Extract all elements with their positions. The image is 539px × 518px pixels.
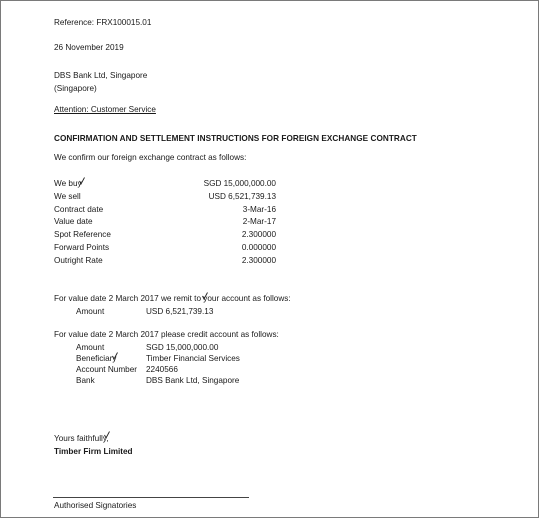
- credit-label-amount: Amount: [76, 343, 105, 352]
- closing-text: Yours faithfully,: [54, 434, 109, 443]
- signature-line: [53, 497, 249, 498]
- remit-text: For value date 2 March 2017 we remit to your account as follows:: [54, 294, 291, 303]
- contract-value-sell: USD 6,521,739.13: [208, 192, 276, 201]
- credit-label-account-number: Account Number: [76, 365, 137, 374]
- contract-value-outright: 2.300000: [241, 256, 276, 265]
- credit-label-beneficiary: Beneficiary: [76, 354, 117, 363]
- document-heading: CONFIRMATION AND SETTLEMENT INSTRUCTIONS FOR FOREIGN EXCHANGE CONTRACT: [54, 134, 417, 143]
- remit-amount-label: Amount: [76, 307, 105, 316]
- tick-mark-icon: [79, 177, 85, 185]
- contract-label-contract-date: Contract date: [54, 205, 104, 214]
- contract-label-forward-points: Forward Points: [54, 243, 110, 252]
- intro-text: We confirm our foreign exchange contract as follows:: [54, 153, 247, 162]
- company-name: Timber Firm Limited: [54, 447, 133, 456]
- contract-label-value-date: Value date: [54, 217, 93, 226]
- credit-value-beneficiary: Timber Financial Services: [146, 354, 240, 363]
- credit-value-bank: DBS Bank Ltd, Singapore: [146, 376, 240, 385]
- tick-mark-icon: [112, 352, 118, 360]
- contract-value-contract-date: 3-Mar-16: [242, 205, 276, 214]
- credit-text: For value date 2 March 2017 please credit account as follows:: [54, 330, 279, 339]
- credit-value-amount: SGD 15,000,000.00: [146, 343, 219, 352]
- contract-label-sell: We sell: [54, 192, 81, 201]
- contract-value-spot: 2.300000: [241, 230, 276, 239]
- contract-label-spot: Spot Reference: [54, 230, 111, 239]
- contract-value-forward-points: 0.000000: [241, 243, 276, 252]
- authorised-signatories: Authorised Signatories: [54, 501, 137, 510]
- contract-value-value-date: 2-Mar-17: [242, 217, 276, 226]
- bank-country: (Singapore): [54, 84, 97, 93]
- bank-name: DBS Bank Ltd, Singapore: [54, 71, 148, 80]
- tick-mark-icon: [202, 292, 208, 300]
- document-date: 26 November 2019: [54, 43, 124, 52]
- tick-mark-icon: [104, 431, 110, 439]
- contract-label-buy: We buy: [54, 179, 82, 188]
- contract-label-outright: Outright Rate: [54, 256, 103, 265]
- reference-line: Reference: FRX100015.01: [54, 18, 152, 27]
- contract-value-buy: SGD 15,000,000.00: [203, 179, 276, 188]
- attention-line: Attention: Customer Service: [54, 105, 156, 114]
- credit-value-account-number: 2240566: [146, 365, 178, 374]
- remit-amount-value: USD 6,521,739.13: [146, 307, 214, 316]
- credit-label-bank: Bank: [76, 376, 95, 385]
